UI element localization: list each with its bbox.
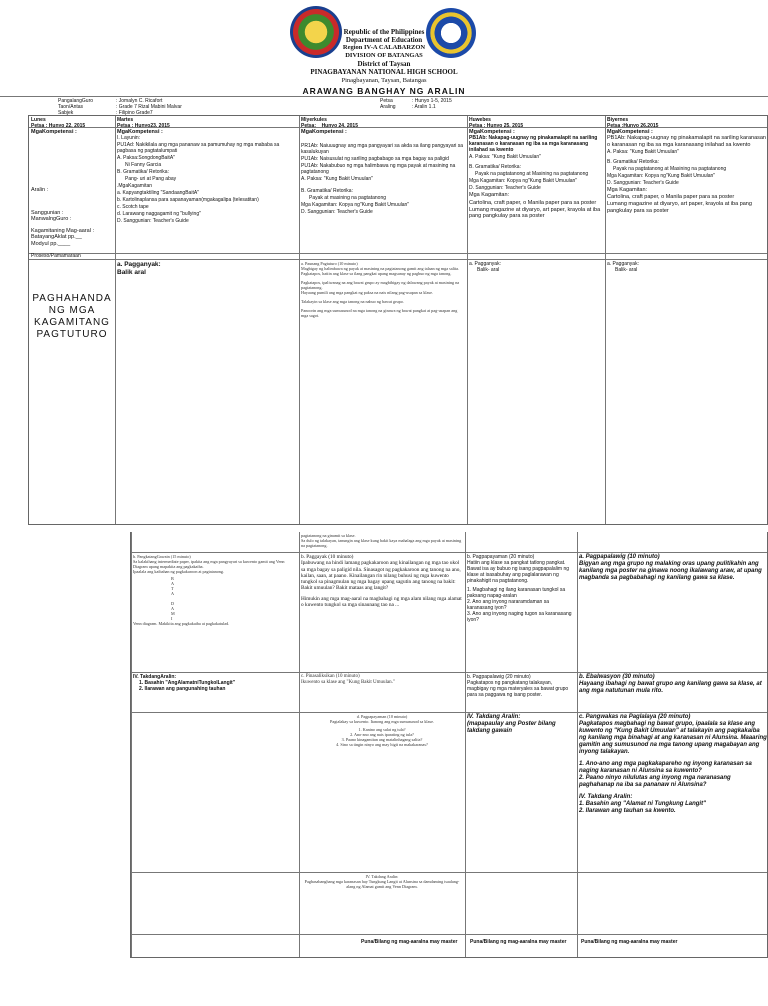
footer-puna-thu: Puna/Bilang ng mag-aaralna may master <box>470 939 567 945</box>
friday-objectives: MgaKompetensi : PB1Ab: Nakapag-uugnay ng pinakamalapit na sariling karanasan o karanasan ng iba sa mga karanasang inilahad sa kwento A. Paksa: "Kung Bakit Umuulan" B. Gramatika/ Retorika: Payak na pagtatanong at Masining na pagtatanong Mga Kagamitan: Kopya ng"Kung Bakit Umuulan" D. Sanggunian: Teacher's Guide Mga Kagamitan: Cartolina, craft paper, o Manila paper para sa poster Lumang magazine at diyaryo, art paper, krayola at iba pang pangkulay para sa poster <box>607 129 766 214</box>
aralin-value: : Aralin 1.1 <box>412 104 436 110</box>
day-header-huwebes: Huwebes Petsa : Hunyo 25, 2015 <box>469 117 524 127</box>
footer-puna-fri: Puna/Bilang ng mag-aaralna may master <box>581 939 678 945</box>
lesson-plan-table-page1 <box>28 115 768 525</box>
wednesday-pagpapayaman: d. Pagpapayaman (10 minuto) Pagtalakay sa kuwento. Itanong ang mga sumusunod sa klase. 1. Kanino ang sulat ng tula? 2. Ano-ano ang nais iparating ng tula? 3. Paano kinagamitan ang matalinhagang salita? 4. Sino sa tingin ninyo ang may higit na makakaranas? <box>330 714 434 747</box>
sabjek-value: : Filipino Grade7 <box>116 110 153 116</box>
friday-pagpapalawig: a. Pagpapalawig (10 minuto) Bigyan ang mga grupo ng malaking oras upang pulitikahin ang kanilang mga poster na ginawa noong ikalawang araw, at upang magbanda sa pagbabahagi ng kanilang gawa sa klase. <box>579 554 762 581</box>
tuesday-objectives: MgaKompetensi : I. Layunin: PU1Ad: Nakikilala ang mga pananaw sa pamumuhay ng mga mababa sa pagbasa ng pagtatalumpati A. Paksa:SongdongBaitA" Ni Fanny Garcia B. Gramatika/ Retorika: Pang- uri at Pang abay .MgaKagamitan a. Kapyangtaktiling "SandaangBaitA" b. Kartolinaplansa para sapanayaman(mgakagalipa (telesatitan) c. Scotch tape d. Larawang naggagamit ng "bullying" D. Sanggunian: Teacher's Guide <box>117 129 280 225</box>
thursday-objectives: MgaKompetensi : PB1Ab: Nakapag-uugnay ng pinakamalapit na sariling karanasan o karanasan ng iba sa mga karanasang inilahad sa kwento A. Paksa: "Kung Bakit Umuulan" B. Gramatika/ Retorika: Payak na pagtatanong at Masining na pagtatanong Mga Kagamitan: Kopya ng"Kung Bakit Umuulan" D. Sanggunian: Teacher's Guide Mga Kagamitan: Cartolina, craft paper, o Manila paper para sa poster Lumang magazine at diyaryo, art paper, krayola at iba pang pangkulay para sa poster <box>469 129 601 220</box>
document-header <box>0 0 768 95</box>
footer-puna-wed: Puna/Bilang ng mag-aaralna may master <box>361 939 458 945</box>
thursday-pagpapalawig: b. Pagpapalawig (20 minuto) Pagkatapos ng pangkatang talakayan, magbigay ng mga materyales sa bawat grupo para sa paggawa ng isang poster. <box>467 674 569 698</box>
info-section <box>0 96 768 117</box>
region-line: Region IV-A CALABARZON <box>342 44 426 51</box>
wednesday-body-1: a. Paunang Pagtuturo (10 minuto) Magbigay ng halimbawa ng payak at masining na pagtatanong gamit ang talaan ng mga salita. Pagkatapos, hatiin ang klase sa ilang pangkat upang magsanay ng pagbuo ng mga tanong. Pagkatapos, ipaliwanag na ang bawat grupo ay magbibigay ng dalawang payak at masining na pagtatanong. Hayaang pumili ang mga pangkat ng paksa na nais nilang pag-usapan sa klase. Talakayin sa klase ang mga tanong na nabuo ng bawat grupo. Panoorin ang mga sumusunod na mga tanong na ginawa ng bawat pangkat at pag-usapan ang mga sagot. <box>301 261 460 318</box>
aralin-label-left: Aralin : <box>31 187 49 194</box>
pangkatang-gawain: b. PangkatangGawain (15 minuto) Sa kalakihang intermediate paper, ipakita ang mga pangyayari sa kuwento gamit ang Venn Diagram upang mapakita ang pagkakaiba. Ipaalala ang kaibahan ng pagkakaroon at pagtatanong. B A T A D A M I Venn diagram. Makikita ang pagkakaiba at pagkakatulad. <box>133 554 285 626</box>
friday-ebalwasyon: b. Ebalwasyon (30 minuto) Hayaang ibahagi ng bawat grupo ang kanilang gawa sa klase, at ang mga natutunan mula rito. <box>579 674 762 694</box>
guro-value: : Jomalyn C. Ricafort <box>116 98 163 104</box>
thursday-pagpapayaman: b. Pagpapayaman (20 minuto) Hatiin ang klase sa pangkat tatlong pangkat. Bawat isa ay bubuo ng isang pagpapalalim ng klase at isasabuhay ang paglalarawan ng pinakahigit na pagtatanong. 1. Magbahagi ng ilang karanasan tungkol sa paksang napag-aralan 2. Ano ang inyong nararamdaman sa karanasang iyon? 3. Ano ang inyong naging tugon sa karanasang iyon? <box>467 554 572 623</box>
guro-label: PangalangGuro <box>58 98 94 104</box>
school-line: PINAGBAYANAN NATIONAL HIGH SCHOOL <box>310 68 458 76</box>
sanggunian-label: Sanggunian : <box>31 209 64 216</box>
sabjek-label: Sabjek <box>58 110 74 116</box>
wednesday-paggayak: b. Paggayak (10 minuto) Ipabuwang na hindi lamang pagkakaroon ang kinailangan ng mga tao ukol sa mga bagay sa paligid nila. Sinasagot ng pagkakaroon ang tanong na ano, kailan, saan, at paano. Kinailangan rin nilang buhusi ng mga kuwento tungkol sa pinagmulan ng mga bagay upang sagutin ang tanong na bakit: Bakit umuulan? Bakit mataas ang langit? Himukin ang mga mag-aaral na magbahagi ng mga alam nilang mga alamat o kuwento tungkol sa mga sinaunang tao na ... <box>301 554 462 609</box>
thursday-takdang-aralin: IV. Takdang Aralin: (mapapaulay ang Poster bilang takdang gawain <box>467 714 556 734</box>
tuesday-pagganyak: a. Pagganyak: Balik aral <box>117 261 161 276</box>
day-header-biyernes: Biyernes Petsa :Hunyo 26,2015 <box>607 117 659 127</box>
wednesday-pinasaliksikan: c. Pinasaliksikan (10 minuto) Ikuwento sa klase ang "Kung Bakit Umuulan." <box>301 674 395 685</box>
republic-line: Republic of the Philippines <box>343 28 425 36</box>
thursday-pagganyak: a. Pagganyak: Balik- aral <box>469 261 501 273</box>
antas-label: Taon/Antas <box>58 104 84 110</box>
petsa-label: Petsa <box>380 98 393 104</box>
antas-value: : Grade 7 Rizal Mabini Malvar <box>116 104 182 110</box>
petsa-value: : Hunyo 1-5, 2015 <box>412 98 452 104</box>
batayang-label: BatayangAklat pp.__ <box>31 234 82 241</box>
takdang-aralin-tuesday: IV. TakdangAralin: 1. Basahin "AngAlamatniTungkolLangit" 2. Ilarawan ang pangunahing tauhan <box>133 674 236 692</box>
doc-title: ARAWANG BANGHAY NG ARALIN <box>302 86 466 96</box>
wednesday-takdang-aralin: IV. Takdang Aralin: Pagbasabanghang mga karanasan hay Tungkung Langit at Alunsina sa damdaming isaalang-alang ng Alamat gamit ang Venn Diagram. <box>304 874 460 889</box>
proseso-label: Proseso/Pamamaraan <box>31 253 81 259</box>
lesson-plan-table-page2 <box>130 532 768 958</box>
day-header-miyerkules: Miyerkules Petsa:__Hunyo 24, 2015__ <box>301 117 364 127</box>
district-line: District of Taysan <box>357 60 411 68</box>
friday-pagganyak: a. Pagganyak: Balik- aral <box>607 261 639 273</box>
manwal-label: ManwalngGuro : <box>31 215 72 222</box>
friday-pangwakas: c. Pangwakas na Paglalaya (20 minuto) Pagkatapos magbahagi ng bawat grupo, ipaalala sa klase ang kuwento ng "Kung Bakit Umuulan" at talakayin ang pagkakaiba ng kanilang mga binahagi at ang karanasan ni Alunsina. Maaaring gamitin ang sumusunod na mga tanong upang magabayan ang inyong talakayan. 1. Ano-ano ang mga pagkakapareho ng inyong karanasan sa naging karanasan ni Alunsina sa kuwento? 2. Paano ninyo nilulutas ang inyong mga naranasang paghahanap na iba sa pananaw ni Alunsina? IV. Takdang Aralin: 1. Basahin ang "Alamat ni Tungkung Langit" 2. Ilarawan ang tauhan sa kwento. <box>579 714 767 814</box>
address-line: Pinagbayanan, Taysan, Batangas <box>341 77 427 84</box>
wednesday-objectives: MgaKompetensi : PR1Ab: Naiuuugnay ang mga pangyayari sa akda sa ilang pangyayari sa kasalukuyan PU1Ab: Naisusulat ng sariling pagbabago sa mga bagay sa paligid PU1Ab: Nakabubuo ng mga halimbawa ng mga payak at masining na pagtatanong A. Paksa: "Kung Bakit Umuulan" B. Gramatika/ Retorika: Payak at masining na pagtatanong Mga Kagamitan: Kopya ng"Kung Bakit Umuulan" D. Sanggunian: Teacher's Guide <box>301 129 464 216</box>
division-line: DIVISION OF BATANGAS <box>345 52 423 59</box>
paghahanda-cell: PAGHAHANDA NG MGA KAGAMITANG PAGTUTURO <box>32 293 112 340</box>
day-header-lunes: Lunes Petsa : Hunyo 22, 2015 <box>31 117 86 127</box>
left-column-labels: MgaKompetensi : Aralin : Sanggunian : ManwalngGuro : Kagamitaning Mag-aaral : BatayangAklat pp.__ Modyul pp.____ <box>29 128 115 253</box>
kagamitan-label: Kagamitaning Mag-aaral : <box>31 228 94 235</box>
department-line: Department of Education <box>345 36 423 44</box>
aralin-label: Araling <box>380 104 396 110</box>
wednesday-carryover: pagtatanong na ginamit sa klase. Sa dulo ng talakayan, tanungin ang klase kung bakit kaya mahalaga ang mga payak at masining na pagtatanong. <box>301 533 462 548</box>
day-header-martes: Martes Petsa : Hunyo23, 2015 <box>117 117 170 127</box>
modyul-label: Modyul pp.____ <box>31 240 71 247</box>
